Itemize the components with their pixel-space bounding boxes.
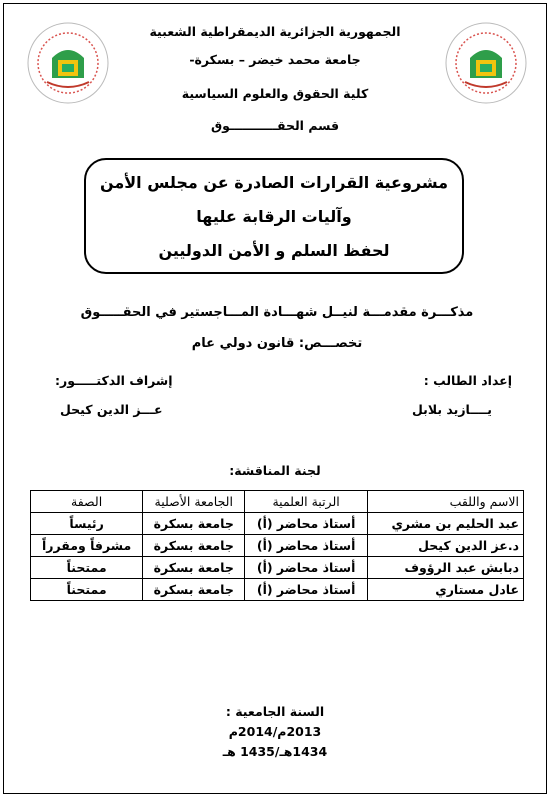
table-row <box>31 513 524 535</box>
table-cell: أستاذ محاضر (أ) <box>245 579 368 601</box>
supervisor-name: عـــز الدين كيحل <box>60 402 163 417</box>
specialty: تخصـــص: قانون دولي عام <box>191 336 363 351</box>
table-cell: عادل مستاري <box>368 579 524 601</box>
column-header: الرتبة العلمية <box>245 491 368 513</box>
table-cell: عبد الحليم بن مشري <box>368 513 524 535</box>
table-cell: مشرفاً ومقرراً <box>31 535 143 557</box>
thesis-title-box <box>84 158 464 274</box>
table-cell: أستاذ محاضر (أ) <box>245 535 368 557</box>
table-cell: د.عز الدين كيحل <box>368 535 524 557</box>
table-cell: أستاذ محاضر (أ) <box>245 513 368 535</box>
title-line-1: مشروعية القرارات الصادرة عن مجلس الأمن <box>99 173 449 192</box>
table-cell: دبابش عبد الرؤوف <box>368 557 524 579</box>
academic-year-hijri: 1434هـ/1435 هـ <box>222 744 328 759</box>
table-row <box>31 557 524 579</box>
column-header: الاسم واللقب <box>368 491 524 513</box>
title-line-2: وآليات الرقابة عليها <box>196 207 352 226</box>
academic-year-gregorian: 2013م/2014م <box>228 724 322 739</box>
university-name: جامعة محمد خيضر – بسكرة- <box>189 52 361 67</box>
republic-name: الجمهورية الجزائرية الديمقراطية الشعبية <box>149 24 401 39</box>
table-cell: رئيساً <box>31 513 143 535</box>
table-cell: ممتحناً <box>31 579 143 601</box>
table-header-row <box>31 491 524 513</box>
table-cell: جامعة بسكرة <box>143 513 245 535</box>
faculty-name: كلية الحقوق والعلوم السياسية <box>181 86 369 101</box>
table-row <box>31 535 524 557</box>
committee-table <box>30 490 524 601</box>
column-header: الصفة <box>31 491 143 513</box>
table-cell: جامعة بسكرة <box>143 535 245 557</box>
supervisor-label: إشراف الدكتـــــور: <box>55 373 173 388</box>
university-logo-right-icon <box>443 20 529 106</box>
academic-year-label: السنة الجامعية : <box>225 704 325 719</box>
column-header: الجامعة الأصلية <box>143 491 245 513</box>
university-logo-left-icon <box>25 20 111 106</box>
degree-statement: مذكـــرة مقدمـــة لنيــل شهـــادة المـــاجستير في الحقـــــوق <box>80 305 474 320</box>
department-name: قسم الحقـــــــــــوق <box>210 118 340 133</box>
title-line-3: لحفظ السلم و الأمن الدوليين <box>158 241 390 260</box>
table-cell: ممتحناً <box>31 557 143 579</box>
table-cell: جامعة بسكرة <box>143 579 245 601</box>
table-row <box>31 579 524 601</box>
table-cell: جامعة بسكرة <box>143 557 245 579</box>
table-cell: أستاذ محاضر (أ) <box>245 557 368 579</box>
prepared-by-label: إعداد الطالب : <box>423 373 512 388</box>
student-name: يــــازيد بلابل <box>412 402 492 417</box>
committee-label: لجنة المناقشة: <box>229 463 321 478</box>
